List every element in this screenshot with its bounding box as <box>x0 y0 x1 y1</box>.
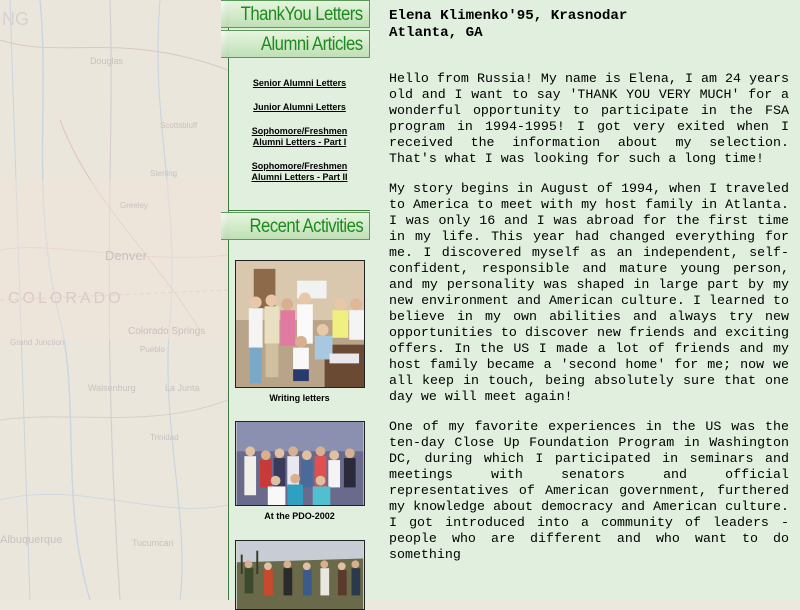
map-label: La Junta <box>165 383 200 393</box>
map-label: Denver <box>105 248 147 263</box>
map-label: NG <box>2 9 29 29</box>
photo-caption: At the PDO-2002 <box>264 511 335 521</box>
map-label: Greeley <box>120 201 149 210</box>
group-photo-icon[interactable] <box>235 421 365 506</box>
tab-label: Recent Activities <box>249 216 363 237</box>
article-content <box>370 0 800 600</box>
group-photo-icon[interactable] <box>235 260 365 388</box>
map-label: Colorado Springs <box>128 326 206 337</box>
tab-label: Alumni Articles <box>261 34 363 55</box>
link-junior-alumni-letters[interactable]: Junior Alumni Letters <box>253 102 346 112</box>
map-label: Grand Junction <box>10 338 65 347</box>
map-label: COLORADO <box>8 290 124 307</box>
map-label: Tucumcari <box>132 538 174 548</box>
tab-recent-activities[interactable] <box>221 212 370 240</box>
article-paragraph: Hello from Russia! My name is Elena, I am 24 years old and I want to say 'THANK YOU VERY MUCH' for a wonderful opportunity to participate in the FSA program in 1994-1995! I got very exited when I received the information about my selection. That's what I was looking for such a long time! <box>389 71 789 166</box>
tab-label: ThankYou Letters <box>240 4 363 25</box>
article-paragraph: One of my favorite experiences in the US was the ten-day Close Up Foundation Program in Washington DC, during which I participated in seminars and meetings with senators and official representatives of American government, furthered my knowledge about democracy and American culture. I got introduced into a community of leaders - people who are different and who want to do something <box>389 419 789 562</box>
link-senior-alumni-letters[interactable]: Senior Alumni Letters <box>252 78 347 88</box>
tab-alumni-articles[interactable] <box>221 30 370 58</box>
map-label: Albuquerque <box>0 534 63 546</box>
map-label: Douglas <box>90 56 124 66</box>
map-label: Scottsbluff <box>160 121 198 130</box>
photo-caption: Writing letters <box>269 393 330 403</box>
tab-thankyou-letters[interactable] <box>221 0 370 28</box>
map-label: Trinidad <box>150 433 179 442</box>
article-title: Elena Klimenko'95, Krasnodar <box>389 8 628 24</box>
background-map <box>0 0 228 600</box>
article-paragraph: My story begins in August of 1994, when I traveled to America to meet with my host family in Atlanta. I was only 16 and I was abroad for the first time in my life. This year had changed everything for me. I discovered myself as an independent, self-confident, responsible and mature young person, and my personality was shaped in large part by my new environment and American culture. I learned to believe in my own abilities and always try new opportunities to discover new friends and exciting offers. In the US I made a lot of friends and my host family became a 'second home' for me; now we all keep in touch, being absolutely sure that one day we will meet again! <box>389 181 789 404</box>
sidebar <box>228 0 371 600</box>
map-label: Walsenburg <box>88 383 136 393</box>
article-location: Atlanta, GA <box>389 25 483 41</box>
map-label: Pueblo <box>140 345 165 354</box>
link-sophomore-freshmen-part1[interactable]: Sophomore/Freshmen Alumni Letters - Part I <box>251 126 348 147</box>
alumni-links <box>229 60 370 211</box>
link-sophomore-freshmen-part2[interactable]: Sophomore/Freshmen Alumni Letters - Part II <box>251 161 348 182</box>
map-label: Sterling <box>150 169 178 178</box>
